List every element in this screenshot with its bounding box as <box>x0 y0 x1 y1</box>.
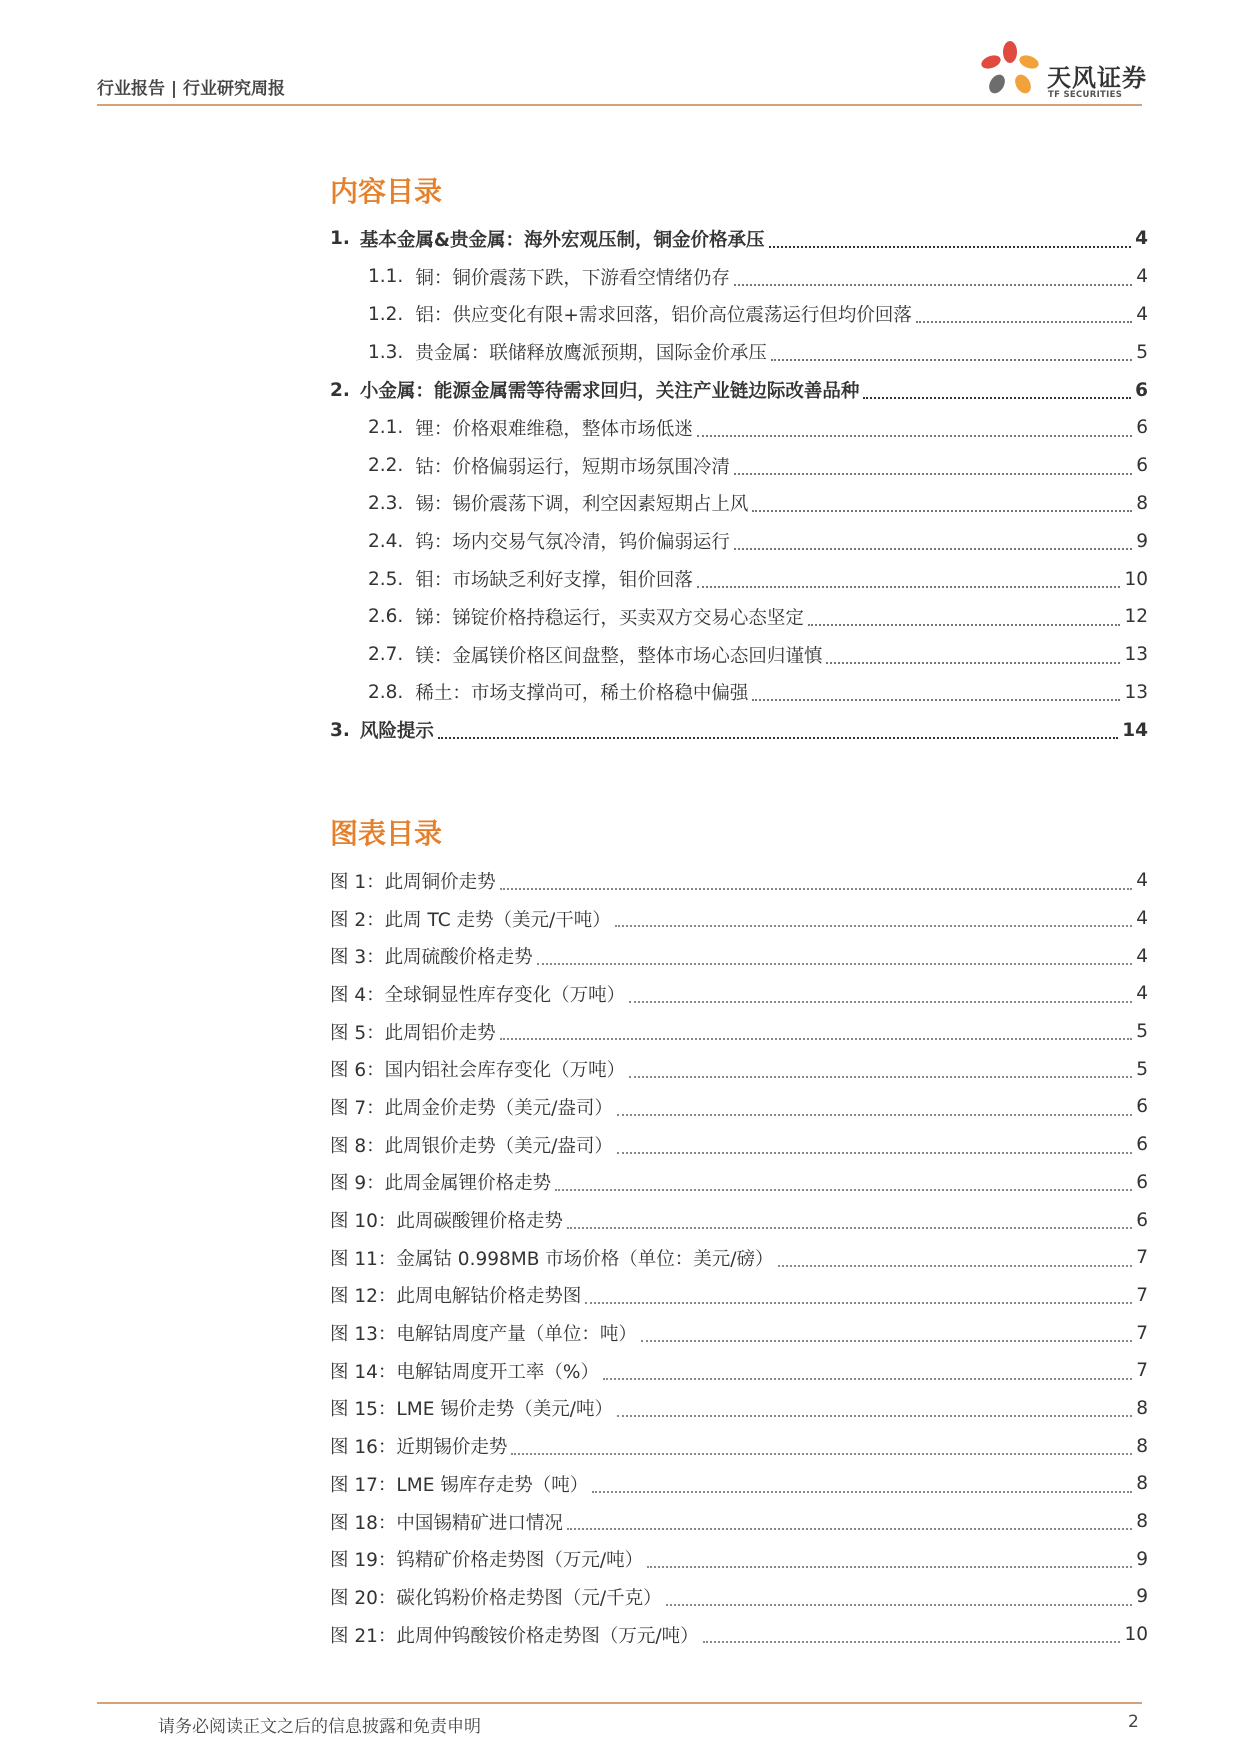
toc-entry-title: 锑：锑锭价格持稳运行，买卖双方交易心态坚定 <box>415 607 804 629</box>
toc-entry-title: 锡：锡价震荡下调，利空因素短期占上风 <box>415 494 749 516</box>
figures-title: 图表目录 <box>330 817 443 850</box>
figure-entry[interactable] <box>330 900 1148 938</box>
dot-leader <box>666 1604 1133 1606</box>
dot-leader <box>500 1038 1133 1040</box>
figure-entry-page: 6 <box>1136 1096 1148 1118</box>
toc-entry[interactable] <box>330 333 1148 371</box>
dot-leader <box>734 284 1132 286</box>
toc-entry-number: 1.3. <box>368 341 404 363</box>
toc-entry[interactable] <box>330 447 1148 485</box>
toc-entry-number: 2.1. <box>368 417 404 439</box>
dot-leader <box>537 963 1133 965</box>
figure-entry-title: 图 10：此周碳酸锂价格走势 <box>330 1211 563 1233</box>
figure-entry[interactable] <box>330 1201 1148 1239</box>
figure-entry-title: 图 3：此周硫酸价格走势 <box>330 947 533 969</box>
figure-entry[interactable] <box>330 975 1148 1013</box>
figure-entry-page: 4 <box>1136 870 1148 892</box>
toc-entry-number: 3. <box>330 719 350 741</box>
toc-entry-title: 贵金属：联储释放鹰派预期，国际金价承压 <box>415 343 767 365</box>
toc-entry-number: 2. <box>330 379 350 401</box>
figure-entry-page: 7 <box>1136 1322 1148 1344</box>
dot-leader <box>641 1340 1132 1342</box>
figure-entry-title: 图 16：近期锡价走势 <box>330 1437 508 1459</box>
figure-entry-page: 6 <box>1136 1209 1148 1231</box>
figure-entry-page: 4 <box>1136 908 1148 930</box>
dot-leader <box>647 1566 1132 1568</box>
figure-entry-title: 图 20：碳化钨粉价格走势图（元/千克） <box>330 1587 662 1609</box>
dot-leader <box>769 246 1132 248</box>
flower-logo-icon <box>977 40 1043 102</box>
toc-entry-title: 钴：价格偏弱运行，短期市场氛围冷清 <box>415 456 730 478</box>
toc-entry[interactable] <box>330 409 1148 447</box>
toc-entry-page: 13 <box>1124 644 1148 666</box>
dot-leader <box>585 1302 1132 1304</box>
toc-entry-title: 铝：供应变化有限+需求回落，铝价高位震荡运行但均价回落 <box>415 305 912 327</box>
toc-entry-number: 2.2. <box>368 455 404 477</box>
figure-entry-title: 图 15：LME 锡价走势（美元/吨） <box>330 1399 613 1421</box>
dot-leader <box>916 321 1132 323</box>
figure-entry-title: 图 12：此周电解钴价格走势图 <box>330 1286 582 1308</box>
toc-entry[interactable] <box>330 258 1148 296</box>
toc-entry-number: 1.2. <box>368 303 404 325</box>
figure-entry-page: 9 <box>1136 1586 1148 1608</box>
dot-leader <box>567 1528 1132 1530</box>
header-divider <box>97 104 1142 106</box>
dot-leader <box>808 624 1121 626</box>
figure-entry-title: 图 9：此周金属锂价格走势 <box>330 1173 552 1195</box>
dot-leader <box>500 888 1133 890</box>
toc-entry-title: 基本金属&贵金属：海外宏观压制，铜金价格承压 <box>359 229 765 251</box>
dot-leader <box>617 1152 1132 1154</box>
dot-leader <box>697 435 1132 437</box>
toc-entry-number: 1.1. <box>368 266 404 288</box>
dot-leader <box>615 925 1132 927</box>
dot-leader <box>771 359 1132 361</box>
toc-entry-page: 13 <box>1124 681 1148 703</box>
dot-leader <box>778 1265 1133 1267</box>
toc-entry-number: 2.8. <box>368 681 404 703</box>
toc-entry-title: 小金属：能源金属需等待需求回归，关注产业链边际改善品种 <box>359 381 860 403</box>
figure-entry[interactable] <box>330 1277 1148 1315</box>
toc-entry-page: 4 <box>1136 266 1148 288</box>
toc-entry-page: 4 <box>1135 228 1148 250</box>
figure-entry-page: 8 <box>1136 1397 1148 1419</box>
figure-entry-page: 6 <box>1136 1134 1148 1156</box>
toc-entry-title: 钼：市场缺乏利好支撑，钼价回落 <box>415 570 693 592</box>
figure-entry[interactable] <box>330 1390 1148 1428</box>
dot-leader <box>617 1114 1132 1116</box>
figure-entry-title: 图 6：国内铝社会库存变化（万吨） <box>330 1060 626 1082</box>
page-header <box>97 0 1147 108</box>
toc-entry[interactable] <box>330 636 1148 674</box>
toc-entry-number: 2.6. <box>368 606 404 628</box>
toc-title: 内容目录 <box>330 175 443 208</box>
figure-entry-page: 7 <box>1136 1284 1148 1306</box>
footer-divider <box>97 1702 1142 1704</box>
figure-entry[interactable] <box>330 1503 1148 1541</box>
logo-name-en: TF SECURITIES <box>1048 90 1123 100</box>
report-category: 行业报告 | 行业研究周报 <box>97 79 286 99</box>
dot-leader <box>703 1641 1121 1643</box>
figure-entry[interactable] <box>330 1050 1148 1088</box>
toc-entry[interactable] <box>330 522 1148 560</box>
toc-entry-title: 铜：铜价震荡下跌，下游看空情绪仍存 <box>415 267 730 289</box>
figure-entry-page: 8 <box>1136 1435 1148 1457</box>
figure-entry-title: 图 19：钨精矿价格走势图（万元/吨） <box>330 1550 644 1572</box>
toc-entry-title: 风险提示 <box>359 721 434 743</box>
figure-entry-title: 图 17：LME 锡库存走势（吨） <box>330 1474 589 1496</box>
dot-leader <box>752 510 1132 512</box>
figure-entry[interactable] <box>330 1616 1148 1654</box>
page-number: 2 <box>1128 1712 1139 1732</box>
dot-leader <box>734 473 1132 475</box>
dot-leader <box>752 699 1120 701</box>
toc-entry-number: 2.4. <box>368 530 404 552</box>
figure-entry-page: 4 <box>1136 983 1148 1005</box>
toc-entry-number: 2.7. <box>368 644 404 666</box>
dot-leader <box>697 586 1121 588</box>
toc-entry-page: 12 <box>1124 606 1148 628</box>
figure-entry-title: 图 11：金属钴 0.998MB 市场价格（单位：美元/磅） <box>330 1248 774 1270</box>
figure-entry-page: 7 <box>1136 1360 1148 1382</box>
toc-entry-page: 6 <box>1136 417 1148 439</box>
figure-entry-page: 5 <box>1136 1058 1148 1080</box>
figure-entry-title: 图 13：电解钴周度产量（单位：吨） <box>330 1324 637 1346</box>
figure-entry[interactable] <box>330 1465 1148 1503</box>
dot-leader <box>863 397 1131 399</box>
figure-entry-page: 8 <box>1136 1511 1148 1533</box>
figure-entry[interactable] <box>330 1578 1148 1616</box>
figure-entry-page: 6 <box>1136 1171 1148 1193</box>
figure-entry-title: 图 14：电解钴周度开工率（%） <box>330 1361 600 1383</box>
figure-entry[interactable] <box>330 862 1148 900</box>
dot-leader <box>617 1415 1132 1417</box>
figure-entry[interactable] <box>330 1013 1148 1051</box>
toc-entry[interactable] <box>330 220 1148 258</box>
figure-entry-title: 图 21：此周仲钨酸铵价格走势图（万元/吨） <box>330 1625 699 1647</box>
toc-entry-page: 8 <box>1136 492 1148 514</box>
figure-entry[interactable] <box>330 1164 1148 1202</box>
dot-leader <box>511 1453 1132 1455</box>
toc-entry-number: 1. <box>330 228 350 250</box>
figure-entry[interactable] <box>330 1239 1148 1277</box>
toc-entry[interactable] <box>330 674 1148 712</box>
figure-entry-title: 图 5：此周铝价走势 <box>330 1022 496 1044</box>
figure-entry[interactable] <box>330 1314 1148 1352</box>
dot-leader <box>629 1076 1132 1078</box>
toc-entry-number: 2.3. <box>368 492 404 514</box>
toc-entry[interactable] <box>330 560 1148 598</box>
figure-entry-title: 图 18：中国锡精矿进口情况 <box>330 1512 563 1534</box>
figure-entry-page: 4 <box>1136 945 1148 967</box>
dot-leader <box>567 1227 1132 1229</box>
figure-entry-title: 图 2：此周 TC 走势（美元/干吨） <box>330 909 611 931</box>
toc-entry-number: 2.5. <box>368 568 404 590</box>
figure-entry[interactable] <box>330 1540 1148 1578</box>
figure-entry-page: 8 <box>1136 1473 1148 1495</box>
dot-leader <box>603 1378 1132 1380</box>
logo-name-cn: 天风证券 <box>1047 64 1147 92</box>
figure-entry-page: 9 <box>1136 1548 1148 1570</box>
list-of-figures <box>330 862 1148 1653</box>
figure-entry[interactable] <box>330 1352 1148 1390</box>
toc-entry-page: 6 <box>1136 455 1148 477</box>
toc-entry[interactable] <box>330 371 1148 409</box>
toc-entry-page: 9 <box>1136 530 1148 552</box>
figure-entry-page: 5 <box>1136 1021 1148 1043</box>
toc-entry[interactable] <box>330 598 1148 636</box>
table-of-contents <box>330 220 1148 749</box>
figure-entry[interactable] <box>330 1427 1148 1465</box>
toc-entry-title: 锂：价格艰难维稳，整体市场低迷 <box>415 418 693 440</box>
figure-entry-page: 10 <box>1124 1624 1148 1646</box>
dot-leader <box>592 1491 1132 1493</box>
figure-entry-page: 7 <box>1136 1247 1148 1269</box>
dot-leader <box>734 548 1132 550</box>
dot-leader <box>629 1001 1132 1003</box>
disclaimer-text: 请务必阅读正文之后的信息披露和免责申明 <box>158 1717 481 1737</box>
figure-entry-title: 图 7：此周金价走势（美元/盎司） <box>330 1097 613 1119</box>
toc-entry-page: 14 <box>1122 719 1148 741</box>
figure-entry[interactable] <box>330 1088 1148 1126</box>
toc-entry-title: 稀土：市场支撑尚可，稀土价格稳中偏强 <box>415 683 749 705</box>
toc-entry[interactable] <box>330 711 1148 749</box>
toc-entry-page: 5 <box>1136 341 1148 363</box>
toc-entry-page: 10 <box>1124 568 1148 590</box>
toc-entry-page: 4 <box>1136 303 1148 325</box>
figure-entry-title: 图 8：此周银价走势（美元/盎司） <box>330 1135 613 1157</box>
dot-leader <box>438 737 1118 739</box>
figure-entry-title: 图 4：全球铜显性库存变化（万吨） <box>330 984 626 1006</box>
toc-entry[interactable] <box>330 296 1148 334</box>
toc-entry-title: 钨：场内交易气氛冷清，钨价偏弱运行 <box>415 532 730 554</box>
toc-entry-page: 6 <box>1135 379 1148 401</box>
toc-entry[interactable] <box>330 485 1148 523</box>
figure-entry-title: 图 1：此周铜价走势 <box>330 871 496 893</box>
toc-entry-title: 镁：金属镁价格区间盘整，整体市场心态回归谨慎 <box>415 645 823 667</box>
figure-entry[interactable] <box>330 937 1148 975</box>
figure-entry[interactable] <box>330 1126 1148 1164</box>
tf-securities-logo <box>977 40 1147 102</box>
dot-leader <box>555 1189 1132 1191</box>
dot-leader <box>826 662 1120 664</box>
